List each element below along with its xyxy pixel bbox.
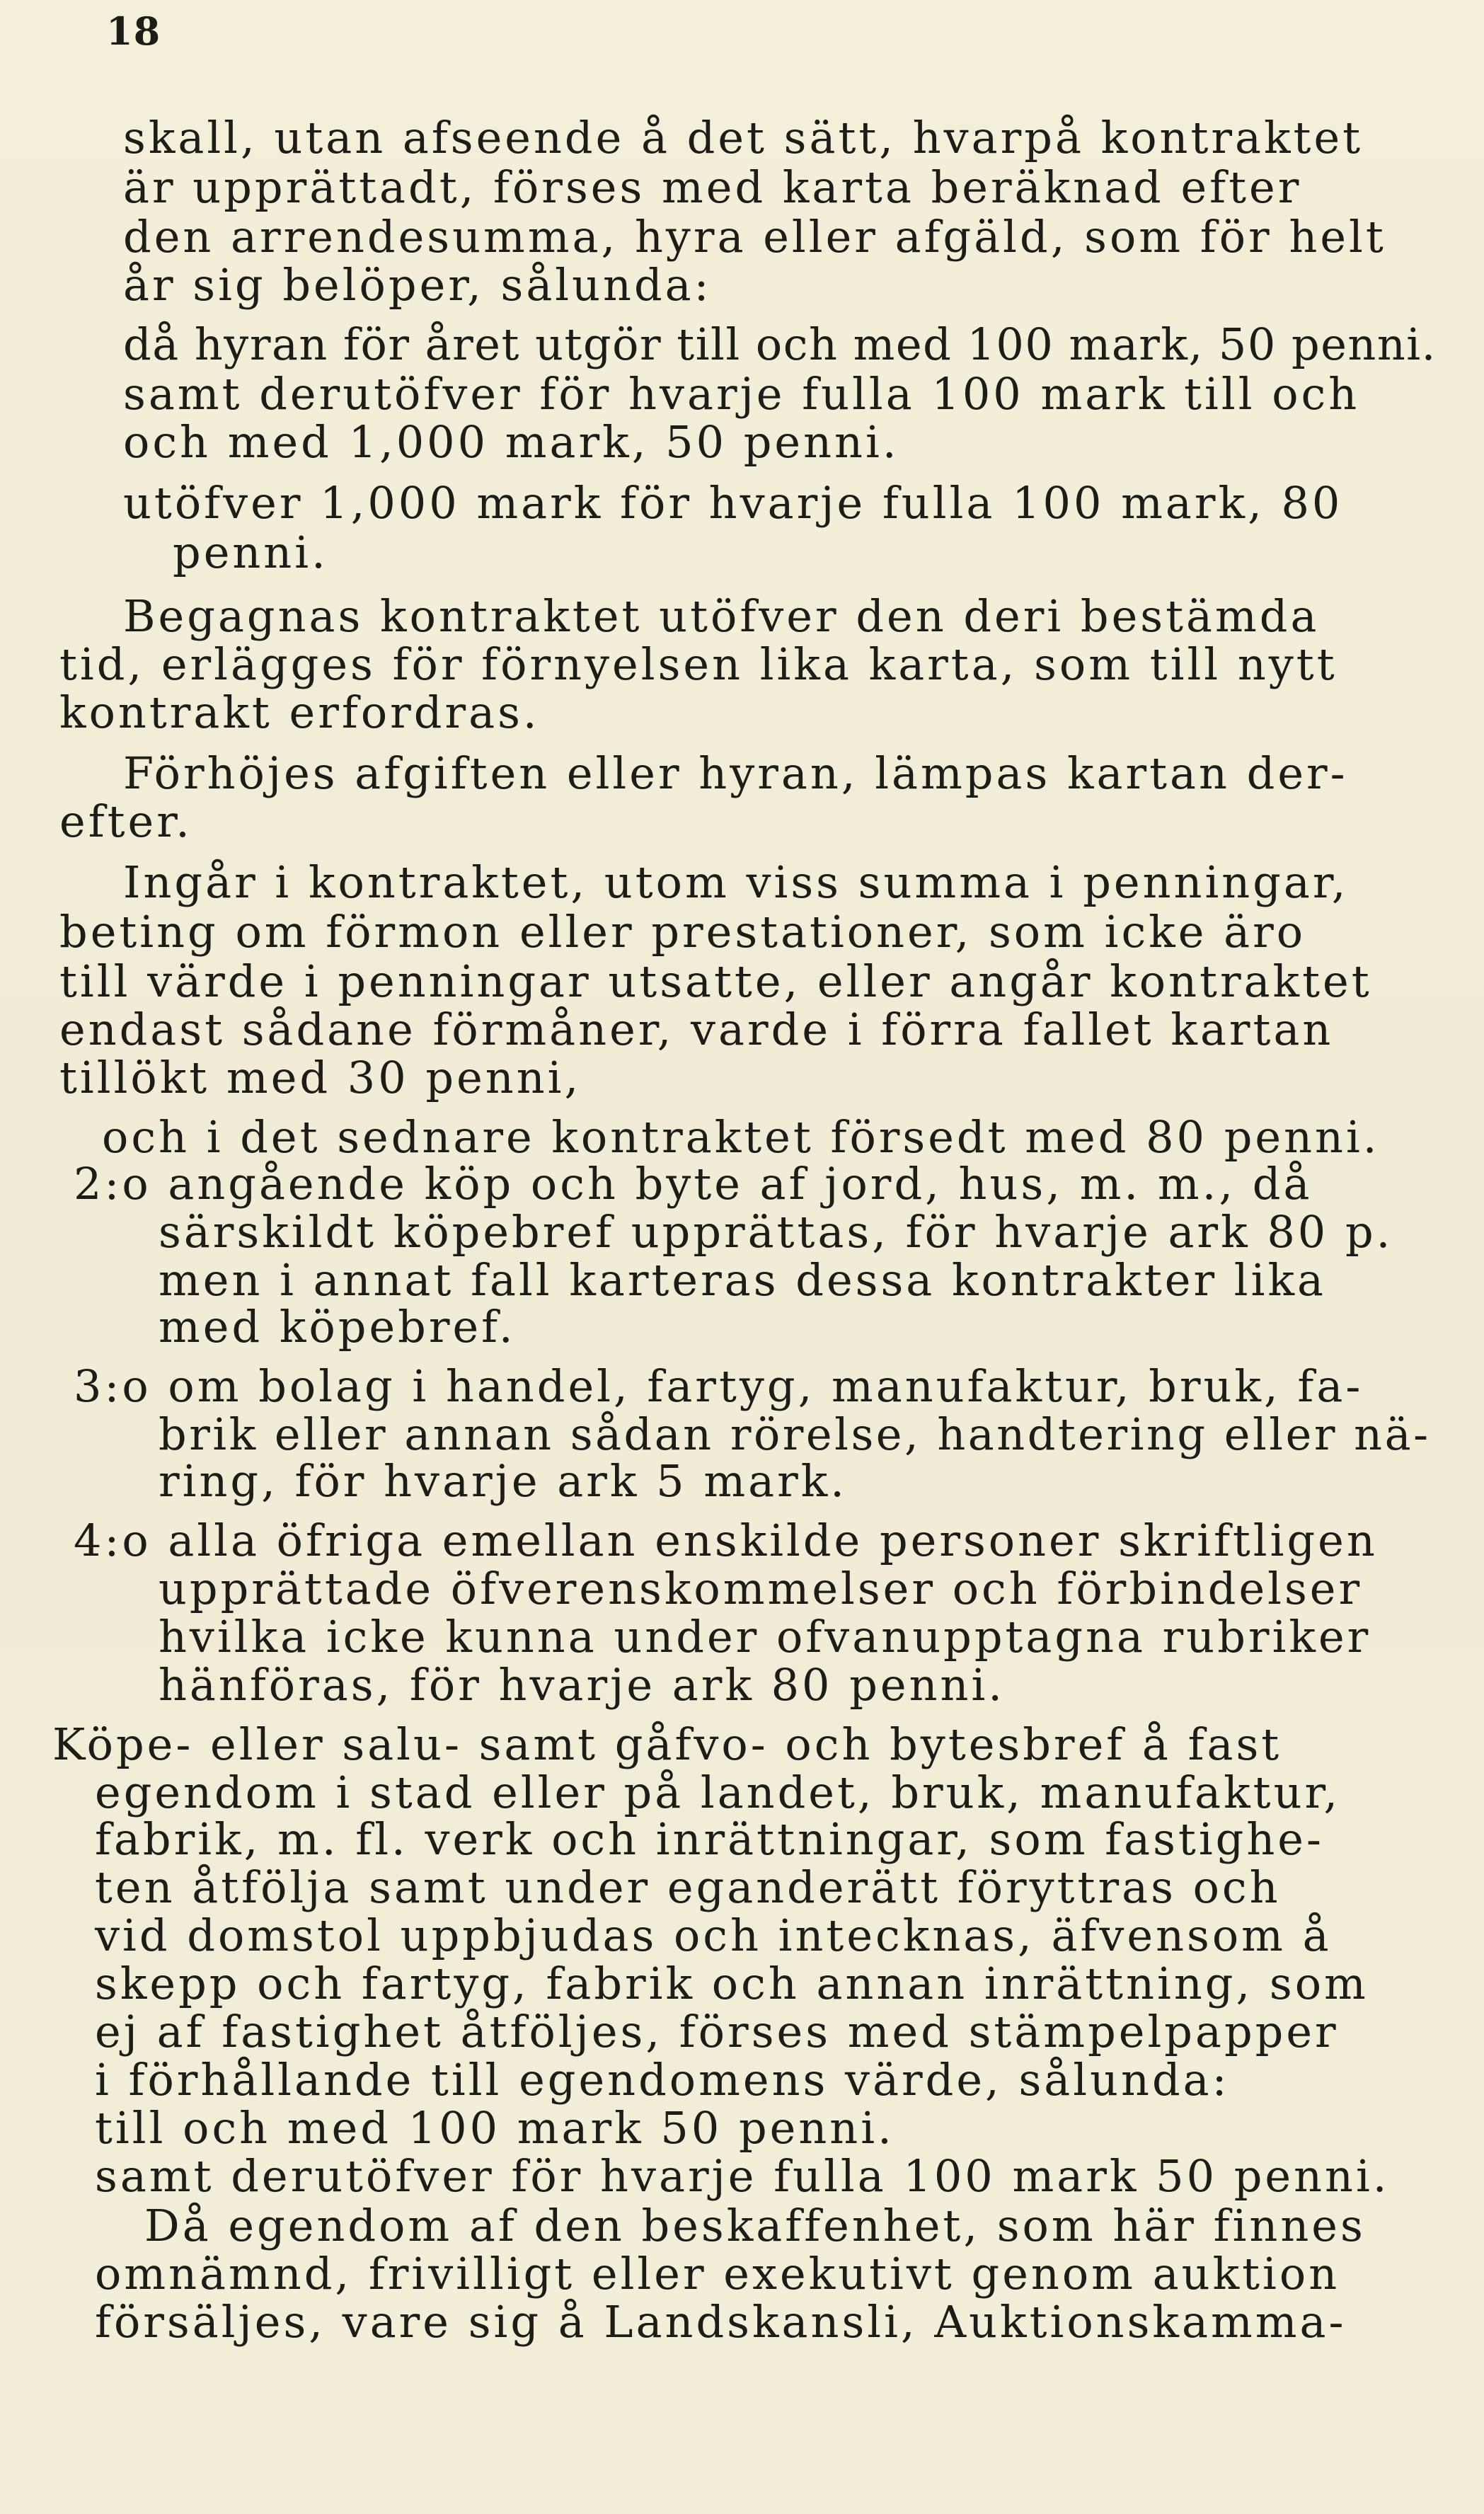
text-line: samt derutöfver för hvarje fulla 100 mark till och [123,368,1360,420]
text-line: samt derutöfver för hvarje fulla 100 mark 50 penni. [95,2150,1390,2202]
text-line: hvilka icke kunna under ofvanupptagna rubriker [159,1611,1371,1663]
text-line: Då egendom af den beskaffenhet, som här finnes [144,2200,1366,2251]
text-line: men i annat fall karteras dessa kontrakter lika [159,1254,1326,1306]
text-line: ten åtfölja samt under eganderätt föryttras och [95,1861,1281,1913]
text-line: 4:o alla öfriga emellan enskilde personer skriftligen [74,1515,1378,1566]
text-line: är upprättadt, förses med karta beräknad efter [123,161,1302,213]
text-line: ring, för hvarje ark 5 mark. [159,1455,848,1507]
text-line: omnämnd, frivilligt eller exekutivt genom auktion [95,2248,1340,2300]
text-line: i förhållande till egendomens värde, sålunda: [95,2054,1230,2106]
text-line: och med 1,000 mark, 50 penni. [123,416,899,468]
text-line: Köpe- eller salu- samt gåfvo- och bytesbref å fast [52,1718,1282,1770]
text-line: den arrendesumma, hyra eller afgäld, som för helt [123,211,1386,263]
text-line: Förhöjes afgiften eller hyran, lämpas kartan der- [123,747,1348,799]
text-line: efter. [59,796,192,847]
text-line: vid domstol uppbjudas och intecknas, äfvensom å [95,1910,1332,1961]
text-line: till och med 100 mark 50 penni. [95,2102,895,2154]
text-line: skall, utan afseende å det sätt, hvarpå kontraktet [123,112,1364,163]
text-line: då hyran för året utgör till och med 100 mark, 50 penni. [123,318,1437,370]
text-line: utöfver 1,000 mark för hvarje fulla 100 mark, 80 [123,477,1343,529]
page-number: 18 [106,8,161,54]
text-line: hänföras, för hvarje ark 80 penni. [159,1659,1005,1711]
text-line: tillökt med 30 penni, [59,1052,582,1103]
text-line: och i det sednare kontraktet försedt med 80 penni. [102,1111,1380,1163]
text-line: Begagnas kontraktet utöfver den deri bestämda [123,590,1320,642]
text-line: upprättade öfverenskommelser och förbindelser [159,1563,1363,1614]
text-line: försäljes, vare sig å Landskansli, Auktionskamma- [95,2296,1347,2348]
text-line: 3:o om bolag i handel, fartyg, manufaktur, bruk, fa- [74,1360,1364,1412]
text-line: egendom i stad eller på landet, bruk, manufaktur, [95,1767,1341,1818]
text-line: skepp och fartyg, fabrik och annan inrättning, som [95,1958,1369,2009]
text-line: kontrakt erfordras. [59,687,540,738]
text-line: ej af fastighet åtföljes, förses med stämpelpapper [95,2006,1339,2057]
text-line: särskildt köpebref upprättas, för hvarje ark 80 p. [159,1206,1393,1258]
text-line: tid, erlägges för förnyelsen lika karta, som till nytt [59,638,1338,690]
text-line: penni. [173,527,328,578]
text-line: fabrik, m. fl. verk och inrättningar, som fastighe- [95,1813,1324,1865]
text-line: brik eller annan sådan rörelse, handtering eller nä- [159,1408,1431,1460]
text-line: till värde i penningar utsatte, eller angår kontraktet [59,955,1372,1007]
text-line: år sig belöper, sålunda: [123,259,712,311]
text-line: beting om förmon eller prestationer, som icke äro [59,906,1306,958]
text-line: Ingår i kontraktet, utom viss summa i penningar, [123,856,1349,908]
text-line: med köpebref. [159,1301,516,1353]
text-line: endast sådane förmåner, varde i förra fallet kartan [59,1004,1334,1055]
text-line: 2:o angående köp och byte af jord, hus, m. m., då [74,1158,1313,1210]
